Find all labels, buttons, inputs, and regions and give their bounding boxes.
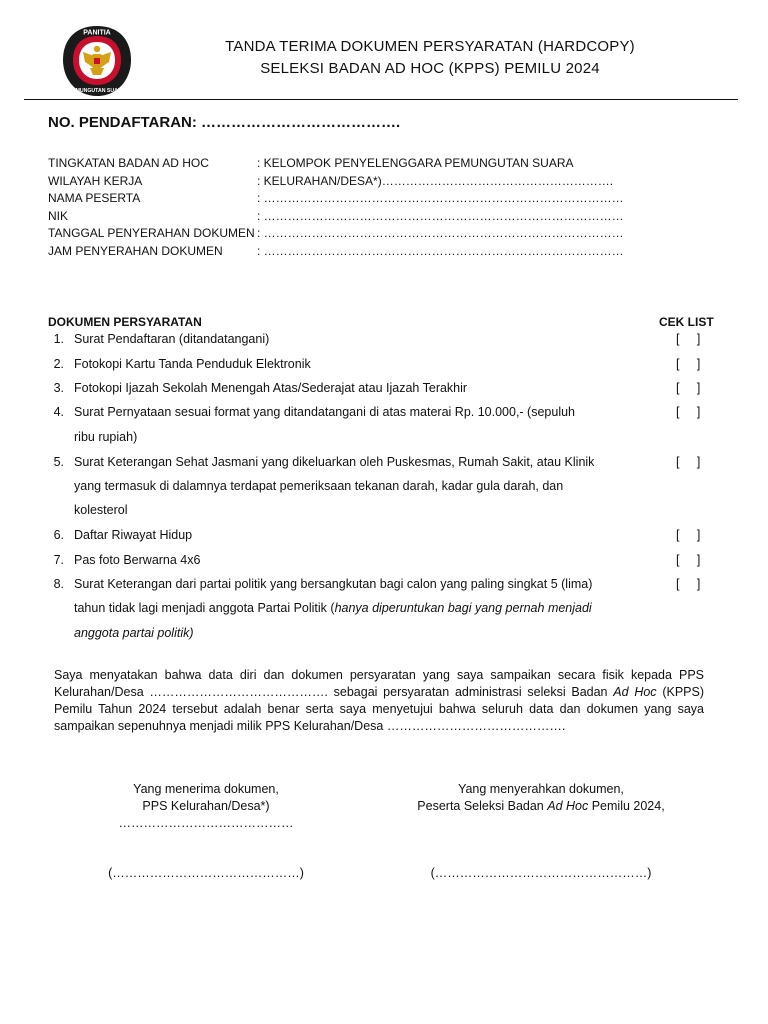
logo-text-bottom: PEMUNGUTAN SUARA <box>68 88 126 94</box>
item-text: yang termasuk di dalamnya terdapat pemeriksaan tekanan darah, kadar gula darah, dan <box>74 479 564 493</box>
item-text: Pas foto Berwarna 4x6 <box>74 553 201 567</box>
item-text: Surat Keterangan Sehat Jasmani yang dikeluarkan oleh Puskesmas, Rumah Sakit, atau Klinik <box>74 455 595 469</box>
submitter-signature-block <box>390 781 692 815</box>
documents-heading: DOKUMEN PERSYARATAN <box>48 315 202 329</box>
item-number: 6. <box>53 528 64 542</box>
item-text: anggota partai politik) <box>74 626 194 640</box>
item-number: 4. <box>53 405 64 419</box>
item-number: 2. <box>53 357 64 371</box>
field-label: TANGGAL PENYERAHAN DOKUMEN <box>48 226 255 240</box>
item-text: Fotokopi Ijazah Sekolah Menengah Atas/Sederajat atau Ijazah Terakhir <box>74 381 468 395</box>
field-label: WILAYAH KERJA <box>48 173 143 188</box>
field-value: : ……………………………………………………………………………… <box>257 243 624 258</box>
checkbox[interactable]: [ ] <box>676 405 701 419</box>
logo-text-top: PANITIA <box>83 29 111 37</box>
registration-number: NO. PENDAFTARAN: …………………………………. <box>48 114 401 131</box>
field-label: NIK <box>48 208 69 223</box>
checkbox[interactable]: [ ] <box>676 455 701 469</box>
checkbox[interactable]: [ ] <box>676 381 701 395</box>
field-label: JAM PENYERAHAN DOKUMEN <box>48 243 223 258</box>
field-label: TINGKATAN BADAN AD HOC <box>48 156 209 170</box>
item-number: 3. <box>53 381 64 395</box>
header-title-line2: SELEKSI BADAN AD HOC (KPPS) PEMILU 2024 <box>260 60 600 77</box>
field-label: NAMA PESERTA <box>48 191 141 205</box>
item-text: ribu rupiah) <box>74 430 138 444</box>
checkbox[interactable]: [ ] <box>676 528 701 542</box>
receiver-signature-block <box>56 781 356 832</box>
checklist-heading: CEK LIST <box>659 315 714 329</box>
field-value: : KELOMPOK PENYELENGGARA PEMUNGUTAN SUARA <box>257 156 574 170</box>
item-text: Surat Pendaftaran (ditandatangani) <box>74 332 270 346</box>
item-number: 8. <box>53 577 64 591</box>
submitter-role: Peserta Seleksi Badan Ad Hoc Pemilu 2024, <box>417 799 665 813</box>
item-text: Surat Pernyataan sesuai format yang ditandatangani di atas materai Rp. 10.000,- (sepuluh <box>74 405 576 419</box>
item-text: Daftar Riwayat Hidup <box>74 528 193 542</box>
item-text: Fotokopi Kartu Tanda Penduduk Elektronik <box>74 357 311 371</box>
field-value: : KELURAHAN/DESA*)…………………………………………………. <box>257 173 614 188</box>
checkbox[interactable]: [ ] <box>676 577 701 591</box>
item-number: 5. <box>53 455 64 469</box>
header-title-line1: TANDA TERIMA DOKUMEN PERSYARATAN (HARDCOPY) <box>225 38 635 55</box>
item-text: Surat Keterangan dari partai politik yang bersangkutan bagi calon yang paling singkat 5 (lima) <box>74 577 593 591</box>
item-number: 7. <box>53 553 64 567</box>
checkbox[interactable]: [ ] <box>676 332 701 346</box>
checkbox[interactable]: [ ] <box>676 357 701 371</box>
item-number: 1. <box>53 332 64 346</box>
item-text: kolesterol <box>74 503 128 517</box>
field-value: : ……………………………………………………………………………… <box>257 191 624 205</box>
field-value: : ……………………………………………………………………………… <box>257 226 624 240</box>
receiver-title: Yang menerima dokumen, <box>133 782 279 796</box>
field-value: : ……………………………………………………………………………… <box>257 208 624 223</box>
submitter-title: Yang menyerahkan dokumen, <box>458 782 624 796</box>
submitter-name-blank: (……………………………………………) <box>430 866 652 880</box>
receiver-office: PPS Kelurahan/Desa*) …………………………………… <box>118 799 294 830</box>
checkbox[interactable]: [ ] <box>676 553 701 567</box>
receiver-name-blank: (………………………………………) <box>108 866 304 880</box>
item-text: tahun tidak lagi menjadi anggota Partai Politik (hanya diperuntukan bagi yang pernah menjadi <box>74 601 592 615</box>
declaration-statement: Saya menyatakan bahwa data diri dan dokumen persyaratan yang saya sampaikan secara fisik kepada PPS Kelurahan/Desa ……………………………………. sebagai persyaratan administrasi seleksi Badan Ad Hoc (KPPS) Pemilu Tahun 2024 tersebut adalah benar serta saya menyetujui bahwa seluruh data dan dokumen yang saya sampaikan sepenuhnya menjadi milik PPS Kelurahan/Desa ……………………………………. <box>54 668 704 733</box>
